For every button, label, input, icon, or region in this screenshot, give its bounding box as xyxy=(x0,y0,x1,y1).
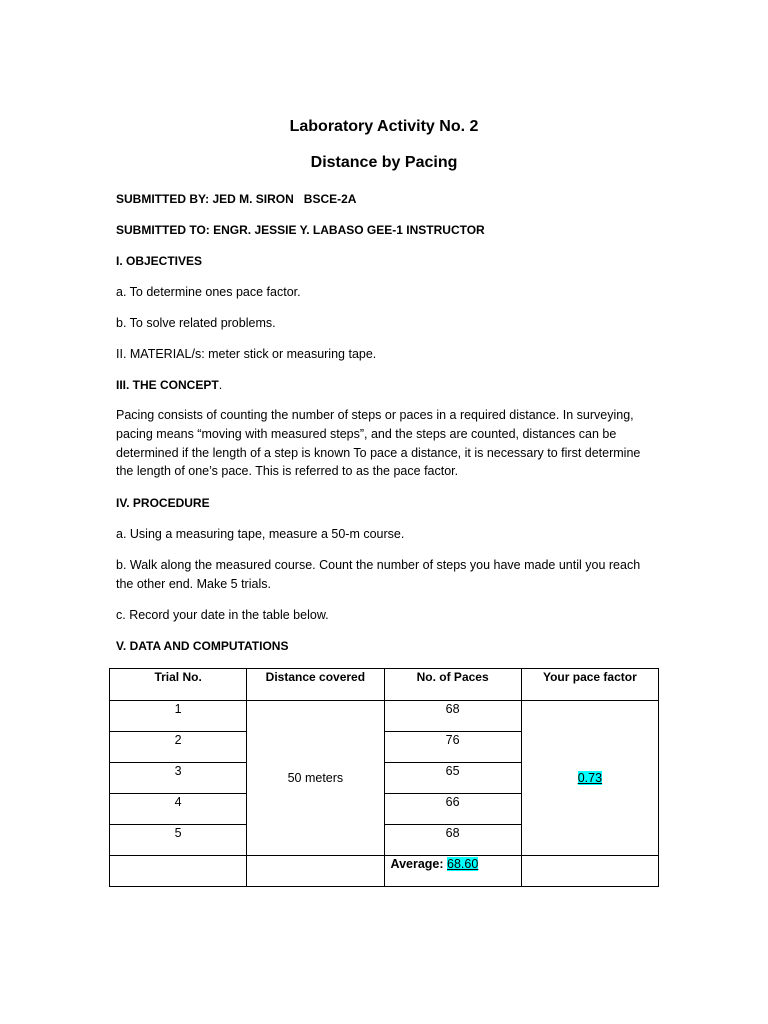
header-distance-covered: Distance covered xyxy=(247,669,384,701)
data-heading: V. DATA AND COMPUTATIONS xyxy=(116,639,289,653)
submitted-by-label: SUBMITTED BY: JED M. SIRON xyxy=(116,192,294,206)
trial-cell: 5 xyxy=(110,825,247,856)
paces-cell: 68 xyxy=(384,825,521,856)
paces-cell: 76 xyxy=(384,732,521,763)
procedure-b: b. Walk along the measured course. Count the number of steps you have made until you reach the other end. Make 5 trials. xyxy=(116,558,641,591)
objective-a: a. To determine ones pace factor. xyxy=(116,285,301,299)
paces-cell: 68 xyxy=(384,701,521,732)
paces-cell: 66 xyxy=(384,794,521,825)
distance-value: 50 meters xyxy=(287,771,344,785)
submitted-by-section: BSCE-2A xyxy=(303,192,357,206)
header-trial-no: Trial No. xyxy=(110,669,247,701)
header-pace-factor: Your pace factor xyxy=(521,669,658,701)
table-average-row xyxy=(110,856,659,887)
average-cell xyxy=(384,856,521,887)
empty-cell xyxy=(247,856,384,887)
document-subtitle: Distance by Pacing xyxy=(310,154,458,171)
submitted-by-line xyxy=(116,190,356,208)
table-header-row xyxy=(110,669,659,701)
trial-cell: 4 xyxy=(110,794,247,825)
paces-cell: 65 xyxy=(384,763,521,794)
trial-cell: 2 xyxy=(110,732,247,763)
data-table xyxy=(109,668,659,887)
procedure-heading: IV. PROCEDURE xyxy=(116,496,210,510)
trial-cell: 3 xyxy=(110,763,247,794)
average-value: 68.60 xyxy=(447,857,479,871)
table-row xyxy=(110,701,659,732)
concept-heading-period: . xyxy=(218,378,223,392)
objectives-heading: I. OBJECTIVES xyxy=(116,254,203,268)
concept-paragraph: Pacing consists of counting the number of steps or paces in a required distance. In surveying, pacing means “moving with measured steps”, and the steps are counted, distances can be determined if the length of a step is known To pace a distance, it is necessary to first determine the length of one’s pace. This is referred to as the pace factor. xyxy=(116,408,641,479)
procedure-a: a. Using a measuring tape, measure a 50-m course. xyxy=(116,527,405,541)
submitted-to-line: SUBMITTED TO: ENGR. JESSIE Y. LABASO GEE-1 INSTRUCTOR xyxy=(116,223,485,237)
pace-factor-value: 0.73 xyxy=(577,771,603,785)
pace-factor-cell xyxy=(521,701,658,856)
concept-heading: III. THE CONCEPT xyxy=(116,378,219,392)
header-no-of-paces: No. of Paces xyxy=(384,669,521,701)
objective-b: b. To solve related problems. xyxy=(116,316,276,330)
empty-cell xyxy=(521,856,658,887)
procedure-c: c. Record your date in the table below. xyxy=(116,608,329,622)
distance-cell xyxy=(247,701,384,856)
trial-cell: 1 xyxy=(110,701,247,732)
average-label: Average: xyxy=(390,857,444,871)
concept-heading-line xyxy=(116,376,222,394)
document-title: Laboratory Activity No. 2 xyxy=(289,118,479,135)
materials-line: II. MATERIAL/s: meter stick or measuring tape. xyxy=(116,347,377,361)
empty-cell xyxy=(110,856,247,887)
